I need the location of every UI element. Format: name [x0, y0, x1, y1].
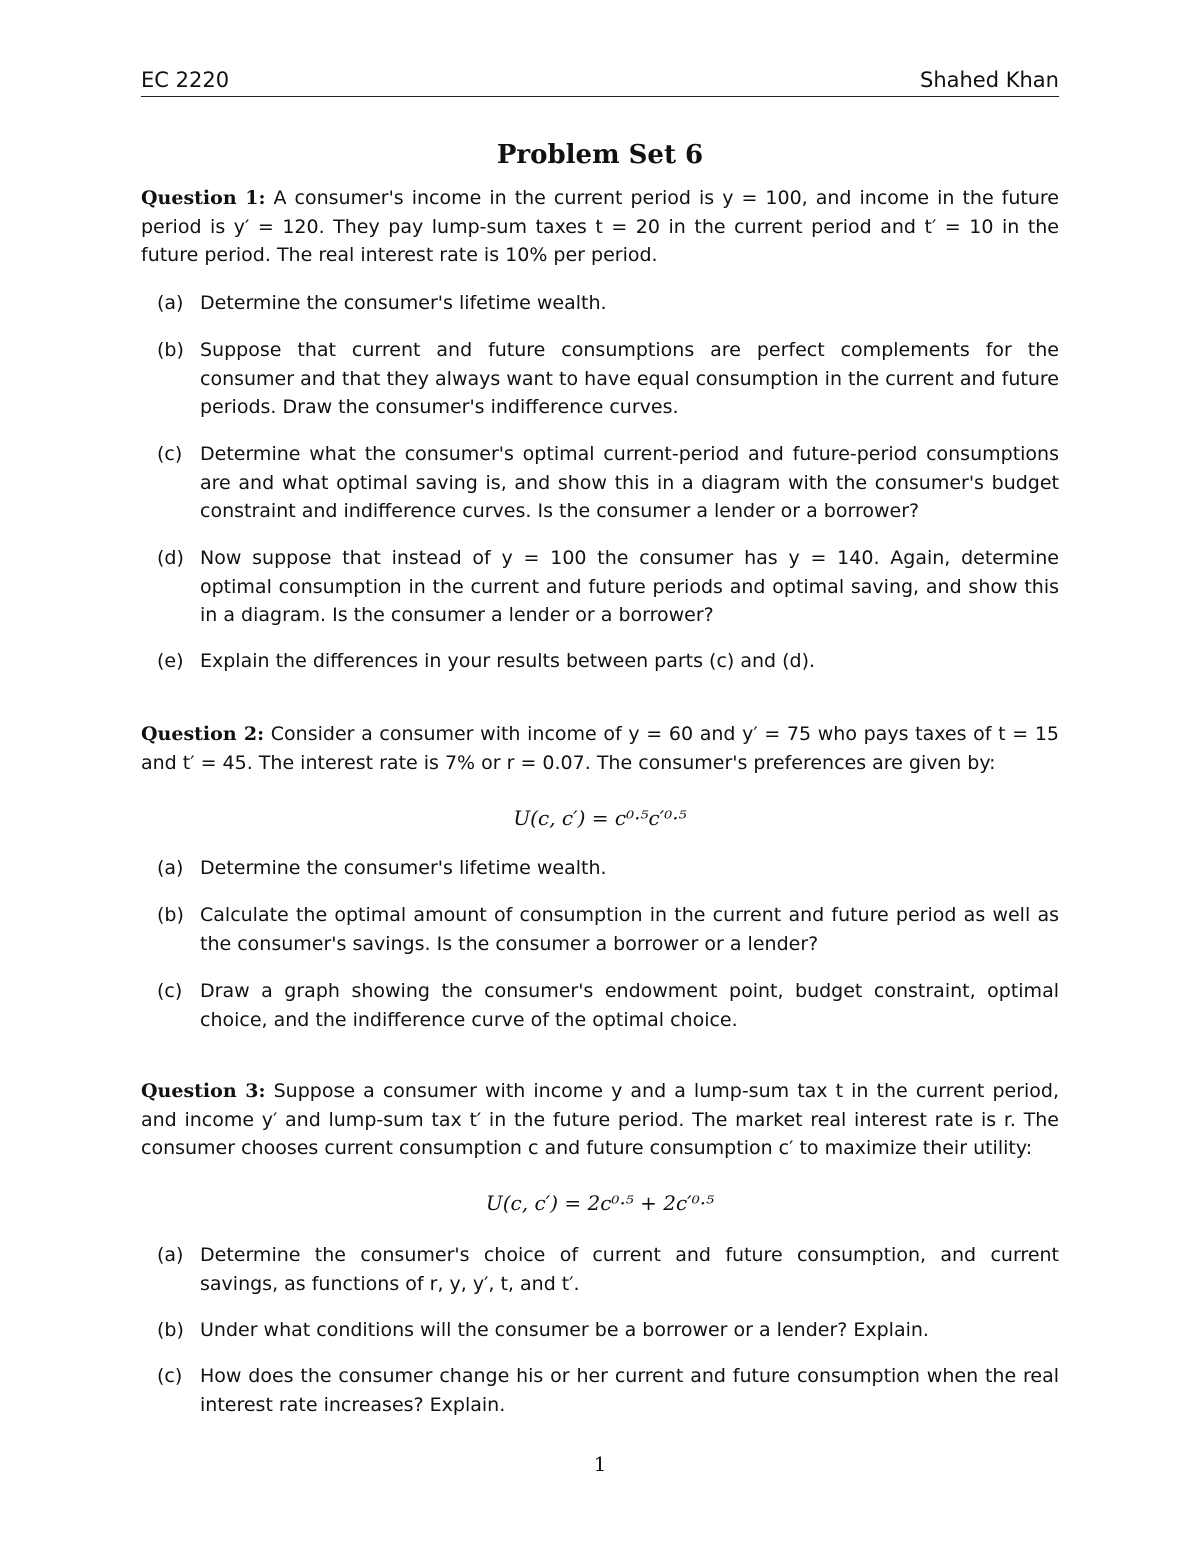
part-label: (b): [157, 339, 184, 361]
part-text: Determine what the consumer's optimal current-period and future-period consumptions are and what optimal saving is, and show this in a diagram with the consumer's budget constraint and indifference curves. Is the consumer a lender or a borrower?: [200, 443, 1059, 522]
question-1: [141, 184, 1059, 270]
part-text: Calculate the optimal amount of consumption in the current and future period as well as the consumer's savings. Is the consumer a borrower or a lender?: [200, 904, 1059, 955]
part-label: (a): [157, 1244, 184, 1266]
page-title: Problem Set 6: [496, 140, 704, 170]
page-number: 1: [593, 1452, 607, 1476]
question-1-part-a: [157, 289, 1059, 318]
part-label: (a): [157, 292, 184, 314]
part-label: (c): [157, 443, 183, 465]
question-1-part-e: [157, 647, 1059, 676]
question-3-equation: U(c, c′) = 2c⁰·⁵ + 2c′⁰·⁵: [485, 1191, 715, 1215]
question-2-equation: U(c, c′) = c⁰·⁵c′⁰·⁵: [513, 806, 687, 830]
question-2-label: Question 2:: [141, 723, 265, 745]
part-text: How does the consumer change his or her current and future consumption when the real interest rate increases? Explain.: [200, 1365, 1059, 1416]
part-text: Explain the differences in your results between parts (c) and (d).: [200, 650, 816, 672]
author-name: Shahed Khan: [919, 68, 1059, 92]
part-text: Now suppose that instead of y = 100 the consumer has y = 140. Again, determine optimal consumption in the current and future periods and optimal saving, and show this in a diagram. Is the consumer a lender or a borrower?: [200, 547, 1059, 626]
part-label: (e): [157, 650, 184, 672]
question-2-text: Consider a consumer with income of y = 60 and y′ = 75 who pays taxes of t = 15 and t′ = 45. The interest rate is 7% or r = 0.07. The consumer's preferences are given by:: [141, 723, 1059, 774]
part-text: Under what conditions will the consumer be a borrower or a lender? Explain.: [200, 1319, 929, 1341]
question-2-part-a: [157, 854, 1059, 883]
question-2-part-c: [157, 977, 1059, 1034]
part-text: Determine the consumer's lifetime wealth.: [200, 857, 607, 879]
question-3-part-c: [157, 1362, 1059, 1419]
question-3-part-b: [157, 1316, 1059, 1345]
question-3-part-a: [157, 1241, 1059, 1298]
course-code: EC 2220: [141, 68, 230, 92]
question-1-part-d: [157, 544, 1059, 630]
page-header: [141, 68, 1059, 97]
question-1-label: Question 1:: [141, 187, 266, 209]
part-text: Suppose that current and future consumptions are perfect complements for the consumer and that they always want to have equal consumption in the current and future periods. Draw the consumer's indifference curves.: [200, 339, 1059, 418]
question-2: [141, 720, 1059, 777]
question-1-text: A consumer's income in the current period is y = 100, and income in the future period is y′ = 120. They pay lump-sum taxes t = 20 in the current period and t′ = 10 in the future period. The real interest rate is 10% per period.: [141, 187, 1059, 266]
part-text: Determine the consumer's choice of current and future consumption, and current savings, as functions of r, y, y′, t, and t′.: [200, 1244, 1059, 1295]
question-3: [141, 1077, 1059, 1163]
part-label: (a): [157, 857, 184, 879]
part-label: (c): [157, 1365, 183, 1387]
part-text: Draw a graph showing the consumer's endowment point, budget constraint, optimal choice, and the indifference curve of the optimal choice.: [200, 980, 1059, 1031]
part-label: (d): [157, 547, 184, 569]
question-1-part-b: [157, 336, 1059, 422]
part-label: (c): [157, 980, 183, 1002]
question-3-text: Suppose a consumer with income y and a lump-sum tax t in the current period, and income y′ and lump-sum tax t′ in the future period. The market real interest rate is r. The consumer chooses current consumption c and future consumption c′ to maximize their utility:: [141, 1080, 1060, 1159]
part-label: (b): [157, 1319, 184, 1341]
question-2-part-b: [157, 901, 1059, 958]
question-1-part-c: [157, 440, 1059, 526]
part-text: Determine the consumer's lifetime wealth.: [200, 292, 607, 314]
part-label: (b): [157, 904, 184, 926]
question-3-label: Question 3:: [141, 1080, 266, 1102]
